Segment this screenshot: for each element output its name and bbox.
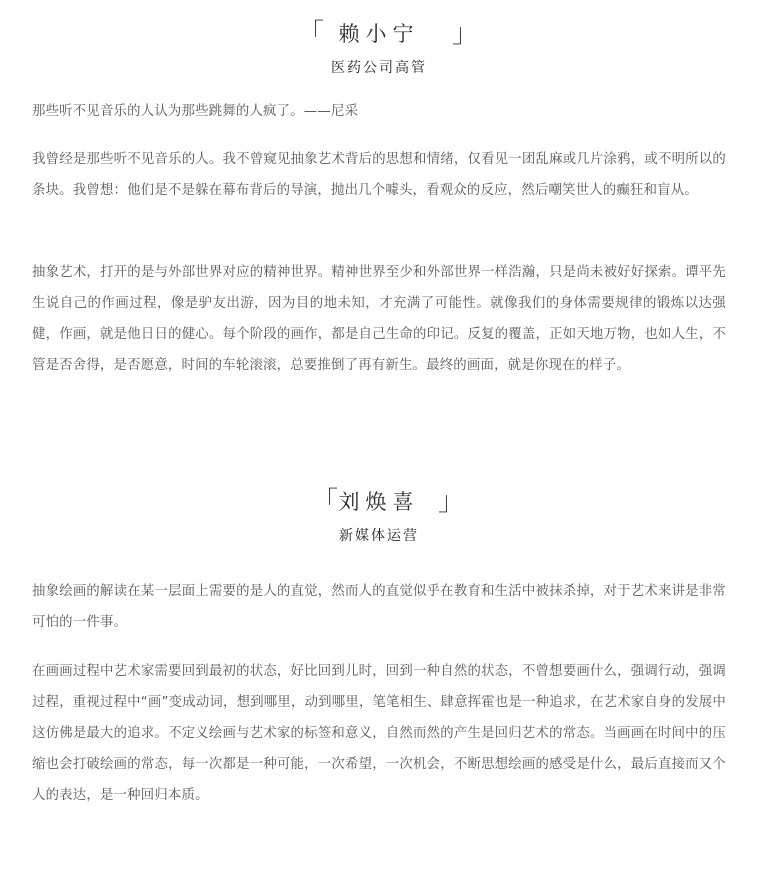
paragraph: 在画画过程中艺术家需要回到最初的状态，好比回到儿时，回到一种自然的状态，不曾想要画什么，强调行动，强调过程，重视过程中“画”变成动词，想到哪里，动到哪里，笔笔相生、肆意挥霍也是一种追求，在艺术家自身的发展中这仿佛是最大的追求。不定义绘画与艺术家的标签和意义，自然而然的产生是回归艺术的常态。当画画在时间中的压缩也会打破绘画的常态，每一次都是一种可能，一次希望，一次机会，不断思想绘画的感受是什么，最后直接而又个人的表达，是一种回归本质。 — [32, 664, 726, 803]
paragraph: 抽象绘画的解读在某一层面上需要的是人的直觉，然而人的直觉似乎在教育和生活中被抹杀掉，对于艺术来讲是非常可怕的一件事。 — [32, 584, 726, 630]
name-row — [0, 480, 758, 524]
open-bracket: 「 — [298, 19, 325, 49]
section-header-2 — [0, 480, 758, 546]
paragraph: 抽象艺术，打开的是与外部世界对应的精神世界。精神世界至少和外部世界一样浩瀚，只是尚未被好好探索。谭平先生说自己的作画过程，像是驴友出游，因为目的地未知，才充满了可能性。就像我们的身体需要规律的锻炼以达强健，作画，就是他日日的健心。每个阶段的画作，都是自己生命的印记。反复的覆盖，正如天地万物，也如人生，不管是否舍得，是否愿意，时间的车轮滚滚，总要推倒了再有新生。最终的画面，就是你现在的样子。 — [32, 265, 726, 373]
person-role: 新媒体运营 — [339, 528, 419, 544]
person-role: 医药公司高管 — [331, 60, 427, 76]
close-bracket: 」 — [438, 487, 465, 517]
paragraph-quote: 那些听不见音乐的人认为那些跳舞的人疯了。——尼采 — [32, 104, 359, 119]
section-header-1 — [0, 12, 758, 78]
person-name: 赖小宁 — [338, 22, 420, 46]
open-bracket: 「 — [312, 487, 339, 517]
paragraph: 我曾经是那些听不见音乐的人。我不曾窥见抽象艺术背后的思想和情绪，仅看见一团乱麻或几片涂鸦，或不明所以的条块。我曾想：他们是不是躲在幕布背后的导演，抛出几个噱头，看观众的反应，然后嘲笑世人的癫狂和盲从。 — [32, 152, 726, 198]
name-row — [0, 12, 758, 56]
person-name: 刘焕喜 — [338, 490, 420, 514]
close-bracket: 」 — [452, 19, 479, 49]
